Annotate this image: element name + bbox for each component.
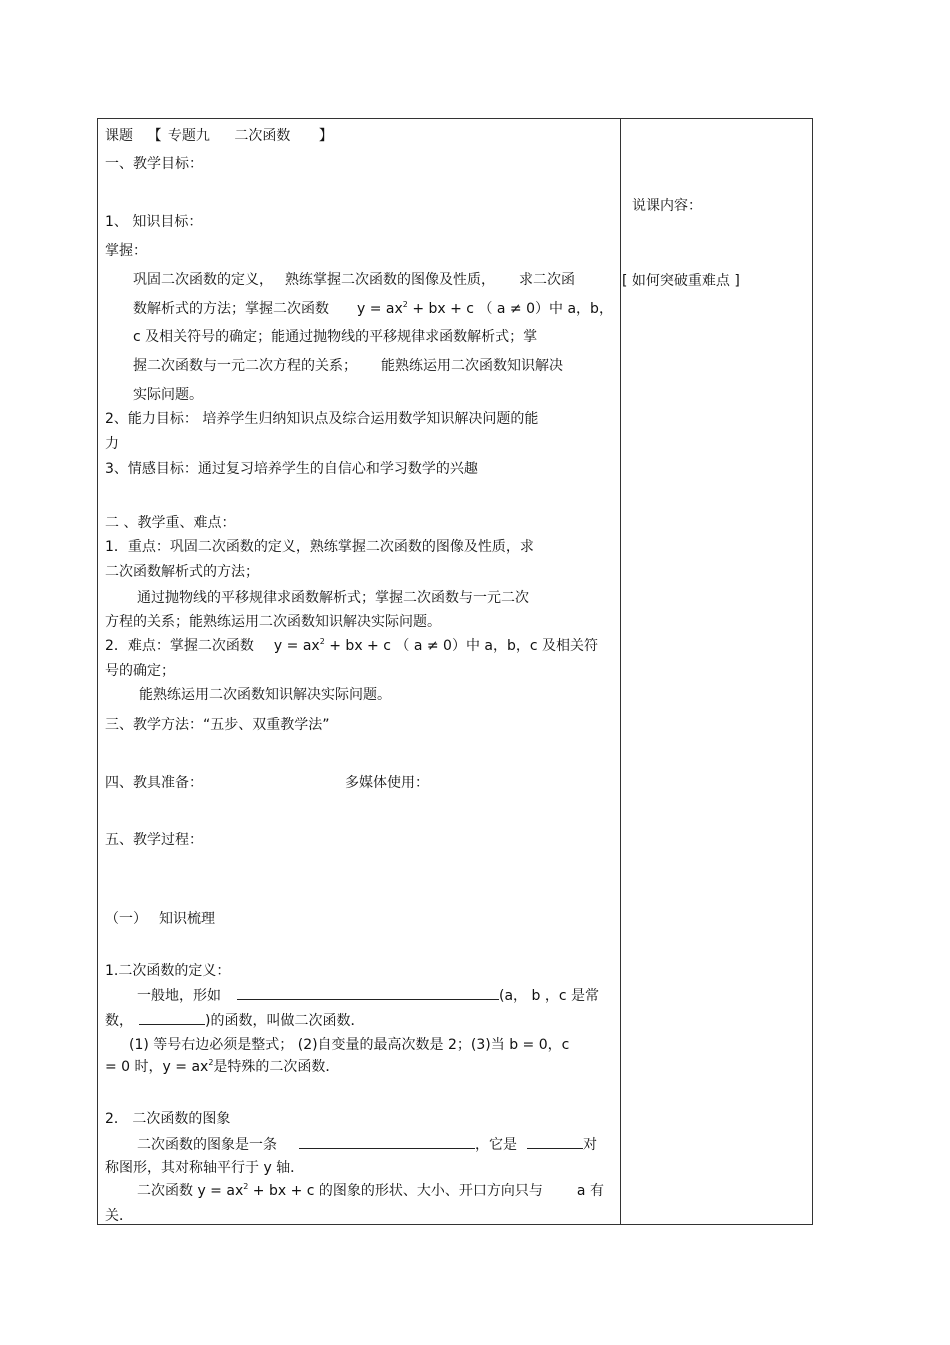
course-title-label: 课题 [105, 128, 133, 144]
knowledge-line-2: 数解析式的方法；掌握二次函数 $y = ax^2$ + bx + c （ a ≠ 0）中 a，b， [133, 300, 613, 317]
fill-blank[interactable] [527, 1134, 583, 1149]
key-point-1-line-4: 方程的关系；能熟练运用二次函数知识解决实际问题。 [105, 614, 441, 630]
teaching-method: 三、教学方法：“五步、双重教学法” [105, 717, 330, 733]
key-point-1-line-1: 1．重点：巩固二次函数的定义，熟练掌握二次函数的图像及性质，求 [105, 539, 534, 555]
part-one-heading: （一） 知识梳理 [105, 911, 215, 927]
knowledge-goal-heading: 1、 知识目标： [105, 214, 203, 230]
knowledge-line-5: 实际问题。 [133, 387, 203, 403]
knowledge-line-1: 巩固二次函数的定义， 熟练掌握二次函数的图像及性质， 求二次函 [133, 272, 575, 288]
emotion-goal: 3、情感目标：通过复习培养学生的自信心和学习数学的兴趣 [105, 461, 478, 477]
ability-goal-line-2: 力 [105, 436, 119, 452]
breakthrough-label: [ 如何突破重难点 ] [622, 273, 740, 289]
topic-name: 专题九 [167, 128, 210, 144]
fill-blank[interactable] [299, 1134, 475, 1149]
quadratic-formula: y = ax [357, 301, 403, 317]
quadratic-formula: y = ax [273, 638, 320, 654]
definition-note-line-2: = 0 时，$y = ax^2$是特殊的二次函数． [105, 1058, 340, 1075]
column-divider [620, 118, 621, 1225]
key-point-2-line-2: 号的确定； [105, 663, 175, 679]
subject-name: 二次函数 [234, 128, 291, 144]
graph-line-4: 关． [105, 1208, 133, 1224]
definition-line-1: 一般地，形如 (a， b ，c 是常 [137, 985, 599, 1005]
definition-note-line-1: (1) 等号右边必须是整式； (2)自变量的最高次数是 2；(3)当 b = 0，c [129, 1037, 570, 1053]
fill-blank[interactable] [237, 985, 499, 1000]
teaching-tools: 四、教具准备： [105, 775, 203, 791]
multimedia-label: 多媒体使用： [345, 775, 429, 791]
bracket-open: 【 [147, 128, 162, 144]
speaking-content-label: 说课内容： [632, 198, 702, 214]
key-points-heading: 二 、教学重、难点： [105, 515, 236, 531]
definition-line-2: 数， )的函数，叫做二次函数． [105, 1010, 364, 1030]
section-goals: 一、教学目标： [105, 156, 203, 172]
key-point-2-line-3: 能熟练运用二次函数知识解决实际问题。 [139, 687, 391, 703]
master-label: 掌握： [105, 243, 147, 259]
ability-goal-line-1: 2、能力目标： 培养学生归纳知识点及综合运用数学知识解决问题的能 [105, 411, 539, 427]
bracket-close: 】 [318, 128, 333, 144]
course-title-line [105, 127, 333, 145]
key-point-1-line-2: 二次函数解析式的方法； [105, 564, 259, 580]
knowledge-line-3: c 及相关符号的确定；能通过抛物线的平移规律求函数解析式；掌 [133, 329, 538, 345]
key-point-2-line-1: 2．难点：掌握二次函数 $y = ax^2$ + bx + c （ a ≠ 0）中 a，b，c 及相关符 [105, 637, 599, 654]
knowledge-line-4: 握二次函数与一元二次方程的关系； 能熟练运用二次函数知识解决 [133, 358, 563, 374]
graph-line-3: 二次函数 $y = ax^2$ + bx + c 的图象的形状、大小、开口方向只与 a 有 [137, 1182, 604, 1199]
definition-heading: 1.二次函数的定义： [105, 963, 231, 979]
fill-blank[interactable] [139, 1010, 205, 1025]
graph-line-2: 称图形，其对称轴平行于 y 轴． [105, 1160, 305, 1176]
graph-heading: 2． 二次函数的图象 [105, 1111, 231, 1127]
graph-line-1: 二次函数的图象是一条 ，它是 对 [137, 1134, 597, 1154]
teaching-process: 五、教学过程： [105, 832, 203, 848]
key-point-1-line-3: 通过抛物线的平移规律求函数解析式；掌握二次函数与一元二次 [137, 590, 529, 606]
